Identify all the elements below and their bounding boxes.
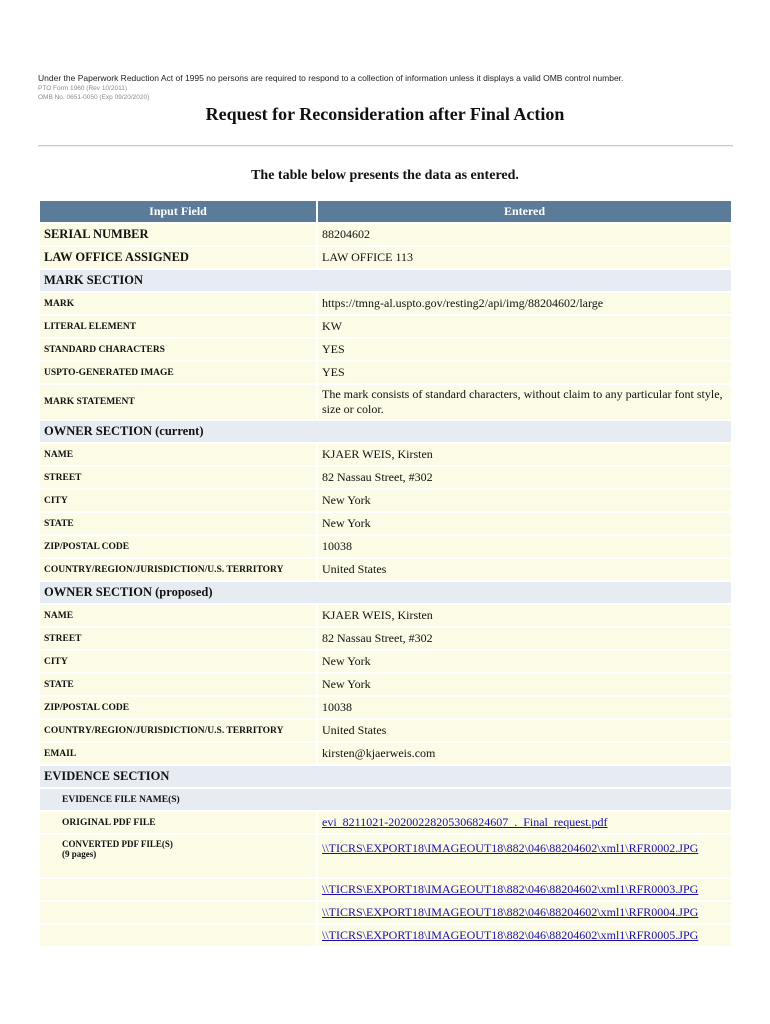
mark-section-heading: MARK SECTION [40,270,731,291]
owner-proposed-zip-label: ZIP/POSTAL CODE [40,697,316,718]
evidence-section-heading: EVIDENCE SECTION [40,766,731,787]
owner-current-state-label: STATE [40,513,316,534]
table-row [40,902,731,923]
table-row [40,720,731,741]
table-row [40,925,731,946]
title-divider [38,145,733,147]
converted-file-link[interactable]: \\TICRS\EXPORT18\IMAGEOUT18\882\046\88204602\xml1\RFR0005.JPG [322,928,699,942]
owner-current-city-label: CITY [40,490,316,511]
converted-pdf-label-cell [40,835,316,877]
owner-proposed-city-label: CITY [40,651,316,672]
uspto-image-value: YES [318,362,731,383]
column-header-input-field: Input Field [40,201,316,222]
table-row [40,490,731,511]
table-row [40,444,731,465]
table-row [40,247,731,268]
mark-value: https://tmng-al.uspto.gov/resting2/api/img/88204602/large [318,293,731,314]
standard-characters-value: YES [318,339,731,360]
paperwork-notice-text: Under the Paperwork Reduction Act of 1995 no persons are required to respond to a collection of information unless it displays a valid OMB control number. [38,73,624,83]
owner-proposed-name-value: KJAER WEIS, Kirsten [318,605,731,626]
table-row [40,559,731,580]
table-row [40,605,731,626]
owner-proposed-name-label: NAME [40,605,316,626]
converted-file-link[interactable]: \\TICRS\EXPORT18\IMAGEOUT18\882\046\88204602\xml1\RFR0002.JPG [322,841,699,855]
owner-proposed-heading: OWNER SECTION (proposed) [40,582,731,603]
owner-proposed-state-value: New York [318,674,731,695]
form-number: PTO Form 1960 (Rev 10/2011) [38,85,127,92]
owner-current-heading: OWNER SECTION (current) [40,421,731,442]
owner-current-state-value: New York [318,513,731,534]
table-row [40,513,731,534]
owner-current-zip-label: ZIP/POSTAL CODE [40,536,316,557]
data-table [38,199,733,948]
mark-label: MARK [40,293,316,314]
law-office-value: LAW OFFICE 113 [318,247,731,268]
table-row [40,536,731,557]
serial-number-value: 88204602 [318,224,731,245]
serial-number-label: SERIAL NUMBER [40,224,316,245]
table-row [40,224,731,245]
subsection-row [40,789,731,810]
standard-characters-label: STANDARD CHARACTERS [40,339,316,360]
owner-proposed-country-value: United States [318,720,731,741]
owner-proposed-state-label: STATE [40,674,316,695]
column-header-entered: Entered [318,201,731,222]
original-pdf-label: ORIGINAL PDF FILE [40,812,316,833]
table-row [40,628,731,649]
owner-current-name-value: KJAER WEIS, Kirsten [318,444,731,465]
owner-proposed-email-value: kirsten@kjaerweis.com [318,743,731,764]
owner-proposed-street-label: STREET [40,628,316,649]
table-caption: The table below presents the data as entered. [251,168,519,183]
owner-current-zip-value: 10038 [318,536,731,557]
mark-statement-label: MARK STATEMENT [40,385,316,419]
empty-cell [40,879,316,900]
converted-pdf-pages: (9 pages) [62,849,97,859]
literal-element-label: LITERAL ELEMENT [40,316,316,337]
table-row [40,651,731,672]
owner-proposed-zip-value: 10038 [318,697,731,718]
law-office-label: LAW OFFICE ASSIGNED [40,247,316,268]
evidence-file-names-heading: EVIDENCE FILE NAME(S) [40,789,731,810]
converted-pdf-label: CONVERTED PDF FILE(S) [62,839,173,849]
original-pdf-link[interactable]: evi_8211021-20200228205306824607_._Final_request.pdf [322,815,608,829]
section-row [40,582,731,603]
section-row [40,270,731,291]
owner-current-country-value: United States [318,559,731,580]
section-row [40,421,731,442]
table-row [40,316,731,337]
converted-file-link[interactable]: \\TICRS\EXPORT18\IMAGEOUT18\882\046\88204602\xml1\RFR0003.JPG [322,882,699,896]
owner-current-name-label: NAME [40,444,316,465]
converted-file-link[interactable]: \\TICRS\EXPORT18\IMAGEOUT18\882\046\88204602\xml1\RFR0004.JPG [322,905,699,919]
owner-current-country-label: COUNTRY/REGION/JURISDICTION/U.S. TERRITORY [40,559,316,580]
owner-proposed-street-value: 82 Nassau Street, #302 [318,628,731,649]
table-row [40,674,731,695]
owner-proposed-country-label: COUNTRY/REGION/JURISDICTION/U.S. TERRITORY [40,720,316,741]
table-row [40,697,731,718]
owner-current-city-value: New York [318,490,731,511]
section-row [40,766,731,787]
mark-statement-value: The mark consists of standard characters, without claim to any particular font style, size or color. [318,385,731,419]
table-row [40,467,731,488]
owner-current-street-label: STREET [40,467,316,488]
owner-current-street-value: 82 Nassau Street, #302 [318,467,731,488]
omb-number: OMB No. 0651-0050 (Exp 09/20/2020) [38,94,150,101]
empty-cell [40,902,316,923]
table-row [40,879,731,900]
table-row [40,812,731,833]
table-row [40,362,731,383]
empty-cell [40,925,316,946]
table-row [40,385,731,419]
paperwork-notice [38,73,623,102]
literal-element-value: KW [318,316,731,337]
table-row [40,339,731,360]
owner-proposed-email-label: EMAIL [40,743,316,764]
uspto-image-label: USPTO-GENERATED IMAGE [40,362,316,383]
data-table-container [38,199,733,948]
table-header-row [40,201,731,222]
table-row [40,293,731,314]
table-row [40,835,731,877]
owner-proposed-city-value: New York [318,651,731,672]
table-row [40,743,731,764]
page-title: Request for Reconsideration after Final Action [205,104,565,124]
